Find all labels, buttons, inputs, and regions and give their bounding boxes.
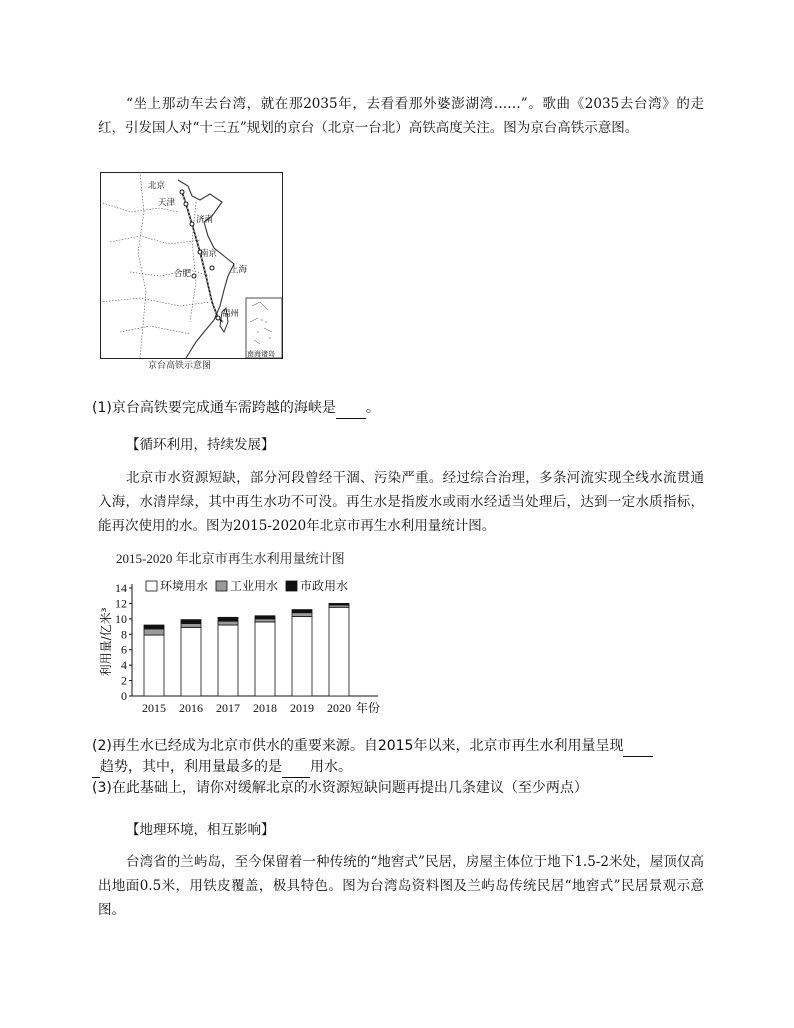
x-tick-label-2020: 2020 [327, 701, 351, 715]
x-tick-label-2019: 2019 [290, 701, 314, 715]
legend-label-0: 环境用水 [160, 579, 209, 593]
intro-paragraph: “坐上那动车去台湾，就在那2035年，去看看那外婆澎湖湾……”。歌曲《2035去台湾》的走红，引发国人对“十三五”规划的京台（北京一台北）高铁高度关注。图为京台高铁示意图。 [98, 96, 704, 136]
city-jinan: 济南 [196, 215, 214, 225]
y-tick-label: 6 [121, 642, 127, 657]
bar-2016-series-0 [181, 627, 201, 696]
city-fuzhou: 福州 [222, 309, 240, 319]
chart-title: 2015-2020 年北京市再生水利用量统计图 [116, 551, 345, 566]
question-3: (3)在此基础上，请你对缓解北京的水资源短缺问题再提出几条建议（至少两点） [92, 780, 588, 796]
y-tick-label: 10 [115, 611, 127, 626]
question-2-text-b: 趋势，其中，利用量最多的是 [100, 759, 282, 775]
question-2-text-a: (2)再生水已经成为北京市供水的重要来源。自2015年以来，北京市再生水利用量呈现 [92, 738, 624, 754]
reclaimed-water-chart [96, 574, 396, 724]
x-tick-label-2017: 2017 [216, 701, 240, 715]
x-tick-label-2015: 2015 [142, 701, 166, 715]
bar-2017-series-1 [218, 621, 238, 625]
answer-blank-1[interactable] [336, 398, 366, 419]
section-2-paragraph: 北京市水资源短缺，部分河段曾经干涸、污染严重。经过综合治理，多条河流实现全线水流贯通入海，水清岸绿，其中再生水功不可没。再生水是指废水或雨水经适当处理后，达到一定水质指标，能再次使用的水。图为2015-2020年北京市再生水利用量统计图。 [98, 470, 704, 534]
y-tick-label: 8 [121, 627, 127, 642]
answer-blank-trend-b[interactable] [92, 757, 100, 778]
city-beijing: 北京 [148, 181, 166, 191]
y-axis-label: 利用量/亿米³ [99, 607, 113, 677]
bar-2020-series-0 [329, 607, 349, 696]
map-caption: 京台高铁示意图 [148, 361, 212, 371]
legend-label-1: 工业用水 [230, 579, 279, 593]
bar-2018-series-1 [255, 619, 275, 622]
y-tick-label: 2 [121, 673, 127, 688]
question-1-suffix: 。 [365, 400, 380, 416]
bar-2017-series-2 [218, 617, 238, 621]
question-2-line-1 [92, 736, 653, 757]
bar-2016-series-1 [181, 623, 201, 627]
bar-2018-series-2 [255, 616, 275, 619]
legend-swatch-1 [216, 581, 227, 591]
section-3-paragraph: 台湾省的兰屿岛，至今保留着一种传统的“地窖式”民居，房屋主体位于地下1.5-2米处，屋顶仅高出地面0.5米，用铁皮覆盖，极具特色。图为台湾岛资料图及兰屿岛传统民居“地窖式”民居景观示意图。 [98, 854, 704, 918]
x-axis-label: 年份 [356, 701, 381, 715]
city-hefei: 合肥 [174, 269, 192, 279]
y-tick-label: 0 [121, 689, 127, 703]
bar-2015-series-1 [144, 629, 164, 635]
city-tianjin: 天津 [158, 198, 176, 208]
bar-2018-series-0 [255, 622, 275, 696]
city-nanjing: 南京 [200, 249, 218, 259]
bar-2016-series-2 [181, 620, 201, 624]
question-2-text-c: 用水。 [310, 759, 352, 775]
section-heading-geography: 【地理环境，相互影响】 [126, 822, 275, 838]
jingtai-rail-map [100, 172, 283, 370]
bar-2017-series-0 [218, 625, 238, 696]
legend-swatch-2 [286, 581, 297, 591]
legend-swatch-0 [146, 581, 157, 591]
y-tick-label: 14 [115, 581, 127, 595]
answer-blank-most-used[interactable] [282, 757, 310, 778]
x-tick-label-2016: 2016 [179, 701, 203, 715]
inset-label: 南海诸岛 [247, 350, 275, 358]
x-tick-label-2018: 2018 [253, 701, 277, 715]
bar-2015-series-2 [144, 625, 164, 629]
bar-2015-series-0 [144, 635, 164, 696]
section-heading-recycling: 【循环利用，持续发展】 [126, 437, 275, 453]
bar-2020-series-2 [329, 603, 349, 605]
city-shanghai: 上海 [230, 265, 248, 275]
question-2-line-2 [92, 757, 352, 778]
bar-2019-series-1 [292, 613, 312, 617]
y-tick-label: 12 [115, 596, 127, 611]
question-1-text: (1)京台高铁要完成通车需跨越的海峡是 [92, 400, 336, 416]
y-tick-label: 4 [121, 658, 127, 673]
answer-blank-trend-a[interactable] [623, 736, 653, 757]
bar-2019-series-2 [292, 610, 312, 613]
legend-label-2: 市政用水 [300, 579, 349, 593]
question-1 [92, 398, 380, 419]
bar-2019-series-0 [292, 617, 312, 696]
